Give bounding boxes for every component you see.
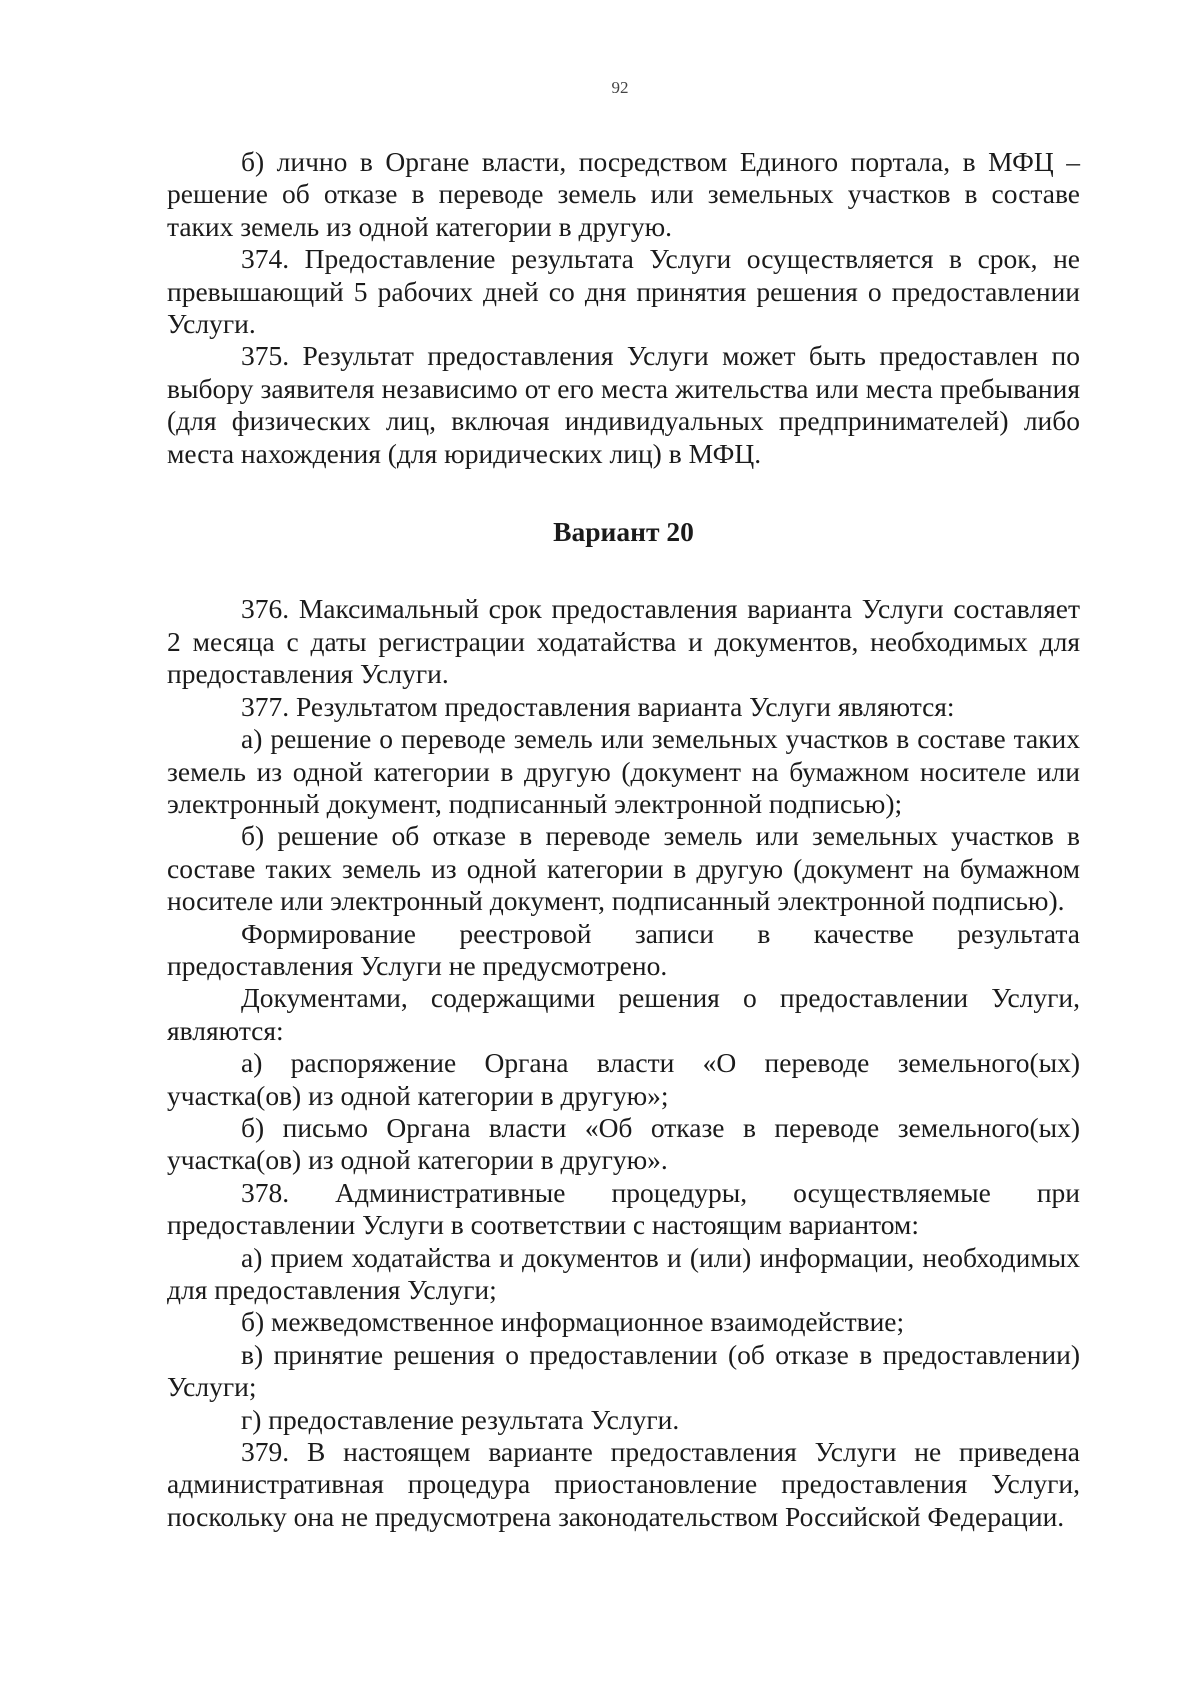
paragraph-375: 375. Результат предоставления Услуги может быть предоставлен по выбору заявителя независимо от его места жительства или места пребывания (для физических лиц, включая индивидуальных предпринимателей) либо места нахождения (для юридических лиц) в МФЦ. xyxy=(167,340,1080,469)
section-heading: Вариант 20 xyxy=(553,516,694,548)
paragraph-documents-b: б) письмо Органа власти «Об отказе в переводе земельного(ых) участка(ов) из одной категории в другую». xyxy=(167,1111,1080,1176)
paragraph-377-b: б) решение об отказе в переводе земель или земельных участков в составе таких земель из одной категории в другую (документ на бумажном носителе или электронный документ, подписанный электронной подписью). xyxy=(167,820,1080,917)
paragraph-378-g: г) предоставление результата Услуги. xyxy=(241,1403,680,1435)
paragraph-374: 374. Предоставление результата Услуги осуществляется в срок, не превышающий 5 рабочих дней со дня принятия решения о предоставлении Услуги. xyxy=(167,243,1080,340)
paragraph-378-b: б) межведомственное информационное взаимодействие; xyxy=(241,1306,905,1338)
paragraph-documents-a: а) распоряжение Органа власти «О переводе земельного(ых) участка(ов) из одной категории в другую»; xyxy=(167,1047,1080,1111)
document-body xyxy=(167,146,1080,1533)
paragraph-378: 378. Административные процедуры, осуществляемые при предоставлении Услуги в соответствии с настоящим вариантом: xyxy=(167,1176,1080,1241)
paragraph-378-a: а) прием ходатайства и документов и (или) информации, необходимых для предоставления Услуги; xyxy=(167,1241,1080,1305)
paragraph-377: 377. Результатом предоставления варианта Услуги являются: xyxy=(241,690,955,722)
paragraph-b-decision-refusal: б) лично в Органе власти, посредством Единого портала, в МФЦ – решение об отказе в переводе земель или земельных участков в составе таких земель из одной категории в другую. xyxy=(167,146,1080,242)
paragraph-377-a: а) решение о переводе земель или земельных участков в составе таких земель из одной категории в другую (документ на бумажном носителе или электронный документ, подписанный электронной подписью); xyxy=(167,723,1080,819)
paragraph-376: 376. Максимальный срок предоставления варианта Услуги составляет 2 месяца с даты регистрации ходатайства и документов, необходимых для предоставления Услуги. xyxy=(167,593,1080,690)
paragraph-documents-intro: Документами, содержащими решения о предоставлении Услуги, являются: xyxy=(167,982,1080,1046)
paragraph-378-v: в) принятие решения о предоставлении (об отказе в предоставлении) Услуги; xyxy=(167,1338,1080,1403)
paragraph-registry-record: Формирование реестровой записи в качестве результата предоставления Услуги не предусмотрено. xyxy=(167,917,1080,981)
paragraph-379: 379. В настоящем варианте предоставления Услуги не приведена административная процедура приостановление предоставления Услуги, поскольку она не предусмотрена законодательством Российской Федерации. xyxy=(167,1436,1080,1532)
page-number: 92 xyxy=(611,78,629,97)
